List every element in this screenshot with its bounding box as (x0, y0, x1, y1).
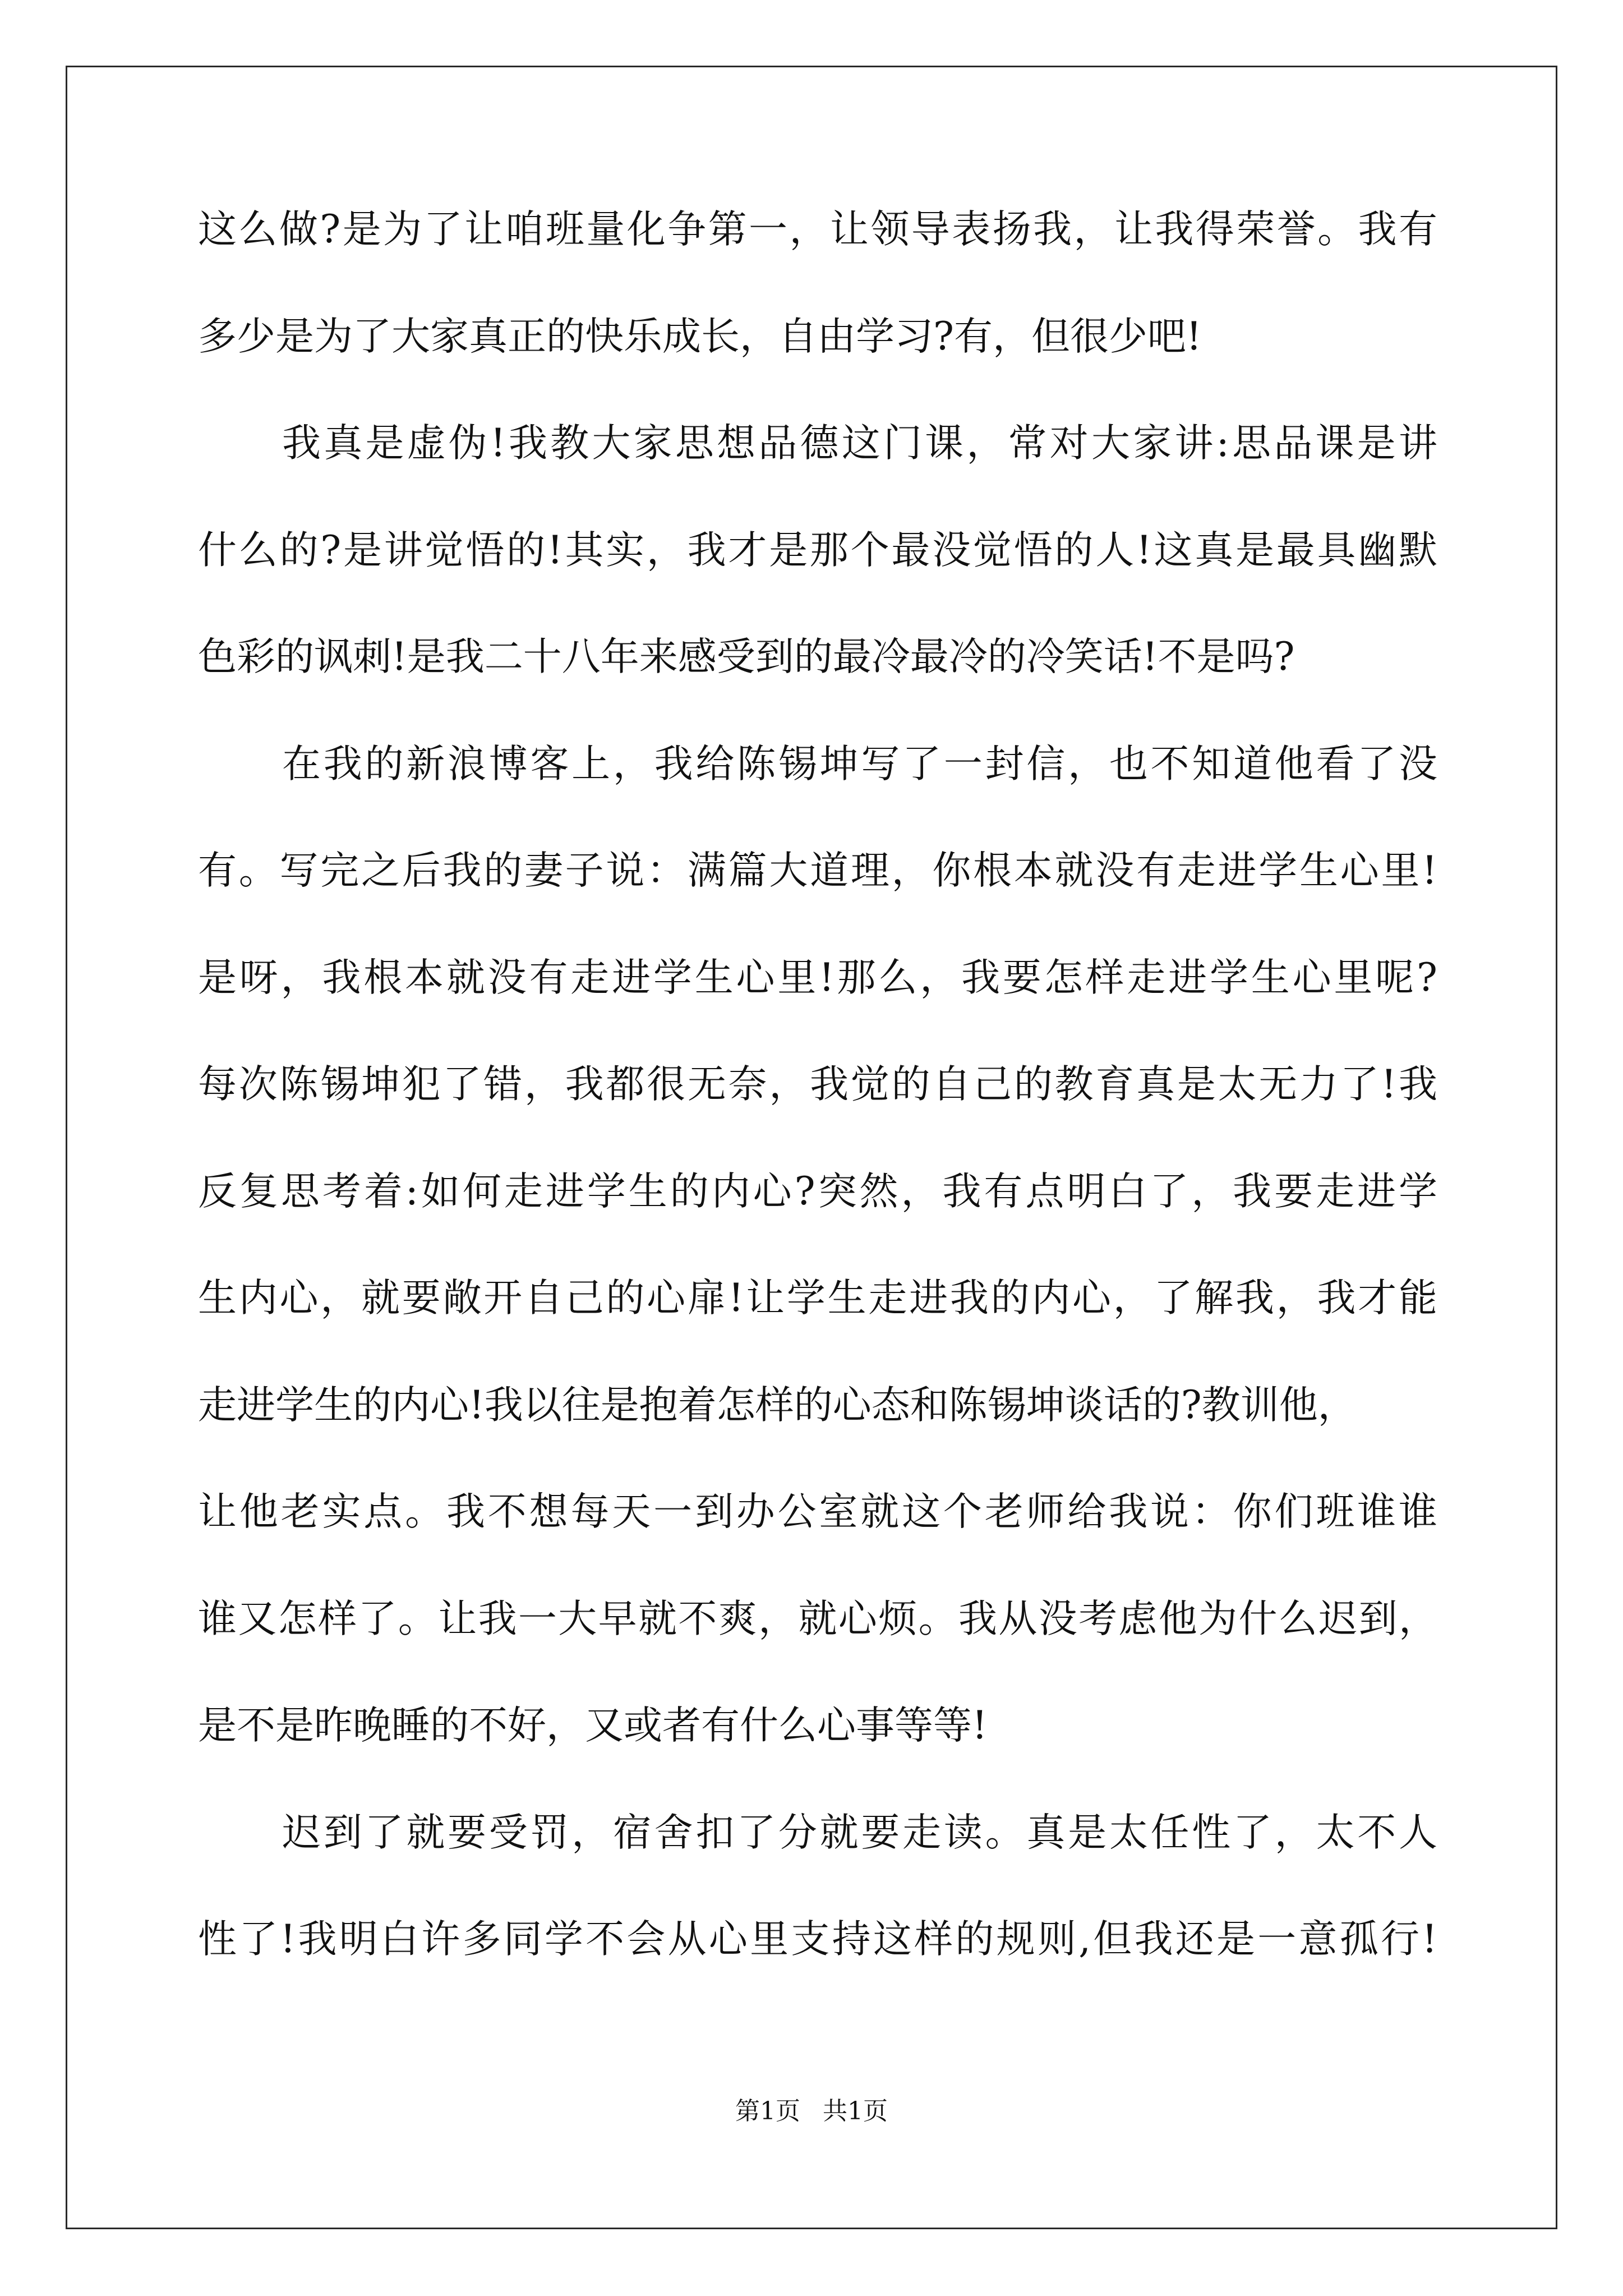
page-number: 第1页 (735, 2097, 800, 2125)
text-line: 是呀，我根本就没有走进学生心里!那么，我要怎样走进学生心里呢? (198, 955, 1437, 1000)
page-total: 共1页 (823, 2097, 888, 2125)
text-line: 在我的新浪博客上，我给陈锡坤写了一封信，也不知道他看了没 (282, 741, 1437, 786)
text-line: 迟到了就要受罚，宿舍扣了分就要走读。真是太任性了，太不人 (282, 1810, 1437, 1855)
paragraph (198, 421, 1437, 679)
text-line: 谁又怎样了。让我一大早就不爽，就心烦。我从没考虑他为什么迟到， (198, 1596, 1437, 1641)
text-line: 是不是昨晚睡的不好，又或者有什么心事等等! (198, 1703, 988, 1748)
text-line: 多少是为了大家真正的快乐成长，自由学习?有，但很少吧! (198, 314, 1202, 359)
paragraph (198, 1810, 1437, 1962)
text-line: 有。写完之后我的妻子说：满篇大道理，你根本就没有走进学生心里! (198, 848, 1437, 893)
text-line: 什么的?是讲觉悟的!其实，我才是那个最没觉悟的人!这真是最具幽默 (198, 527, 1437, 573)
paragraph (198, 207, 1437, 359)
text-line: 我真是虚伪!我教大家思想品德这门课，常对大家讲:思品课是讲 (282, 421, 1437, 466)
text-line: 性了!我明白许多同学不会从心里支持这样的规则,但我还是一意孤行! (198, 1917, 1437, 1962)
text-line: 这么做?是为了让咱班量化争第一，让领导表扬我，让我得荣誉。我有 (198, 207, 1437, 252)
text-line: 反复思考着:如何走进学生的内心?突然，我有点明白了，我要走进学 (198, 1168, 1437, 1214)
text-line: 让他老实点。我不想每天一到办公室就这个老师给我说：你们班谁谁 (198, 1489, 1437, 1534)
paragraph (198, 741, 1437, 1748)
text-line: 每次陈锡坤犯了错，我都很无奈，我觉的自己的教育真是太无力了!我 (198, 1062, 1437, 1107)
document-body (198, 207, 1437, 2027)
page-footer (0, 2099, 1623, 2124)
text-line: 生内心，就要敞开自己的心扉!让学生走进我的内心，了解我，我才能 (198, 1276, 1437, 1320)
text-line: 色彩的讽刺!是我二十八年来感受到的最冷最冷的冷笑话!不是吗? (198, 634, 1295, 679)
text-line: 走进学生的内心!我以往是抱着怎样的心态和陈锡坤谈话的?教训他， (198, 1382, 1357, 1428)
